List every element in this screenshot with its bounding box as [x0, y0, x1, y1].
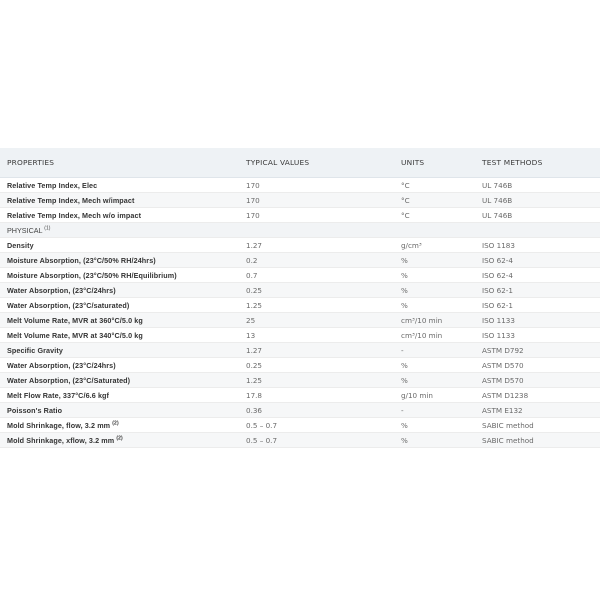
unit-cell: g/cm³: [394, 238, 475, 253]
table-row: [0, 268, 600, 283]
test-method-cell: ISO 1133: [475, 313, 600, 328]
unit-cell: %: [394, 298, 475, 313]
unit-cell: %: [394, 253, 475, 268]
unit-cell: °C: [394, 178, 475, 193]
test-method-cell: ASTM D1238: [475, 388, 600, 403]
property-cell: [0, 178, 239, 193]
test-method-cell: ISO 62-1: [475, 298, 600, 313]
property-name: Poisson's Ratio: [7, 405, 63, 415]
typical-value-cell: 25: [239, 313, 394, 328]
unit-cell: %: [394, 433, 475, 448]
test-method-cell: ISO 1183: [475, 238, 600, 253]
table-row: [0, 373, 600, 388]
property-name: Density: [7, 240, 34, 250]
typical-value-cell: 0.36: [239, 403, 394, 418]
table-row: [0, 298, 600, 313]
typical-value-cell: 1.25: [239, 298, 394, 313]
section-header-row: [0, 223, 600, 238]
property-name: Water Absorption, (23°C/24hrs): [7, 285, 116, 295]
table-body-top: [0, 178, 600, 223]
property-name: Mold Shrinkage, xflow, 3.2 mm: [7, 435, 115, 445]
property-name: Moisture Absorption, (23°C/50% RH/24hrs): [7, 255, 156, 265]
test-method-cell: ASTM D570: [475, 373, 600, 388]
property-cell: [0, 208, 239, 223]
property-cell: [0, 313, 239, 328]
typical-value-cell: 170: [239, 193, 394, 208]
table-row: [0, 283, 600, 298]
test-method-cell: ISO 62-4: [475, 253, 600, 268]
unit-cell: %: [394, 268, 475, 283]
test-method-cell: ISO 1133: [475, 328, 600, 343]
table-row: [0, 253, 600, 268]
section-physical-label: PHYSICAL: [7, 225, 43, 235]
property-cell: [0, 358, 239, 373]
typical-value-cell: 0.25: [239, 358, 394, 373]
test-method-cell: UL 746B: [475, 178, 600, 193]
property-name: Water Absorption, (23°C/Saturated): [7, 375, 131, 385]
property-name: Moisture Absorption, (23°C/50% RH/Equilibrium): [7, 270, 177, 280]
test-method-cell: ASTM D792: [475, 343, 600, 358]
property-name: Melt Volume Rate, MVR at 340°C/5.0 kg: [7, 330, 143, 340]
typical-value-cell: 0.5 – 0.7: [239, 433, 394, 448]
unit-cell: °C: [394, 193, 475, 208]
table-row: [0, 418, 600, 433]
unit-cell: %: [394, 418, 475, 433]
table-row: [0, 358, 600, 373]
property-cell: [0, 283, 239, 298]
typical-value-cell: 0.7: [239, 268, 394, 283]
typical-value-cell: 13: [239, 328, 394, 343]
test-method-cell: ISO 62-4: [475, 268, 600, 283]
property-cell: [0, 268, 239, 283]
section-physical-note: (1): [44, 225, 51, 232]
table-row: [0, 403, 600, 418]
test-method-cell: ASTM E132: [475, 403, 600, 418]
property-cell: [0, 433, 239, 448]
test-method-cell: ASTM D570: [475, 358, 600, 373]
property-cell: [0, 403, 239, 418]
unit-cell: cm³/10 min: [394, 313, 475, 328]
typical-value-cell: 0.5 – 0.7: [239, 418, 394, 433]
header-test-methods: TEST METHODS: [475, 148, 600, 178]
unit-cell: °C: [394, 208, 475, 223]
table-row: [0, 343, 600, 358]
typical-value-cell: 17.8: [239, 388, 394, 403]
test-method-cell: SABIC method: [475, 418, 600, 433]
property-cell: [0, 298, 239, 313]
table-row: [0, 193, 600, 208]
property-cell: [0, 388, 239, 403]
property-name: Mold Shrinkage, flow, 3.2 mm: [7, 420, 111, 430]
typical-value-cell: 1.25: [239, 373, 394, 388]
property-cell: [0, 253, 239, 268]
table-section-physical: [0, 223, 600, 238]
table-row: [0, 208, 600, 223]
typical-value-cell: 170: [239, 208, 394, 223]
test-method-cell: UL 746B: [475, 208, 600, 223]
table-body-physical: [0, 238, 600, 448]
typical-value-cell: 170: [239, 178, 394, 193]
typical-value-cell: 0.2: [239, 253, 394, 268]
unit-cell: cm³/10 min: [394, 328, 475, 343]
property-cell: [0, 238, 239, 253]
unit-cell: -: [394, 403, 475, 418]
property-footnote: (2): [116, 435, 123, 442]
table-row: [0, 238, 600, 253]
table-header-row: [0, 148, 600, 178]
table-row: [0, 433, 600, 448]
property-cell: [0, 193, 239, 208]
property-name: Water Absorption, (23°C/24hrs): [7, 360, 116, 370]
properties-table: [0, 148, 600, 448]
test-method-cell: UL 746B: [475, 193, 600, 208]
typical-value-cell: 0.25: [239, 283, 394, 298]
unit-cell: g/10 min: [394, 388, 475, 403]
table-row: [0, 178, 600, 193]
typical-value-cell: 1.27: [239, 343, 394, 358]
table-row: [0, 313, 600, 328]
unit-cell: %: [394, 283, 475, 298]
table-row: [0, 328, 600, 343]
property-name: Relative Temp Index, Mech w/impact: [7, 195, 135, 205]
property-name: Melt Volume Rate, MVR at 360°C/5.0 kg: [7, 315, 143, 325]
header-typical-values: TYPICAL VALUES: [239, 148, 394, 178]
property-name: Relative Temp Index, Elec: [7, 180, 98, 190]
property-name: Relative Temp Index, Mech w/o impact: [7, 210, 142, 220]
header-units: UNITS: [394, 148, 475, 178]
typical-value-cell: 1.27: [239, 238, 394, 253]
property-cell: [0, 343, 239, 358]
properties-sheet: [0, 148, 600, 448]
property-cell: [0, 373, 239, 388]
property-name: Specific Gravity: [7, 345, 63, 355]
unit-cell: %: [394, 373, 475, 388]
property-cell: [0, 328, 239, 343]
property-name: Water Absorption, (23°C/saturated): [7, 300, 130, 310]
unit-cell: -: [394, 343, 475, 358]
header-properties: PROPERTIES: [0, 148, 239, 178]
test-method-cell: ISO 62-1: [475, 283, 600, 298]
property-cell: [0, 418, 239, 433]
section-physical-cell: [0, 223, 600, 238]
unit-cell: %: [394, 358, 475, 373]
property-footnote: (2): [112, 420, 119, 427]
test-method-cell: SABIC method: [475, 433, 600, 448]
property-name: Melt Flow Rate, 337°C/6.6 kgf: [7, 390, 110, 400]
table-row: [0, 388, 600, 403]
